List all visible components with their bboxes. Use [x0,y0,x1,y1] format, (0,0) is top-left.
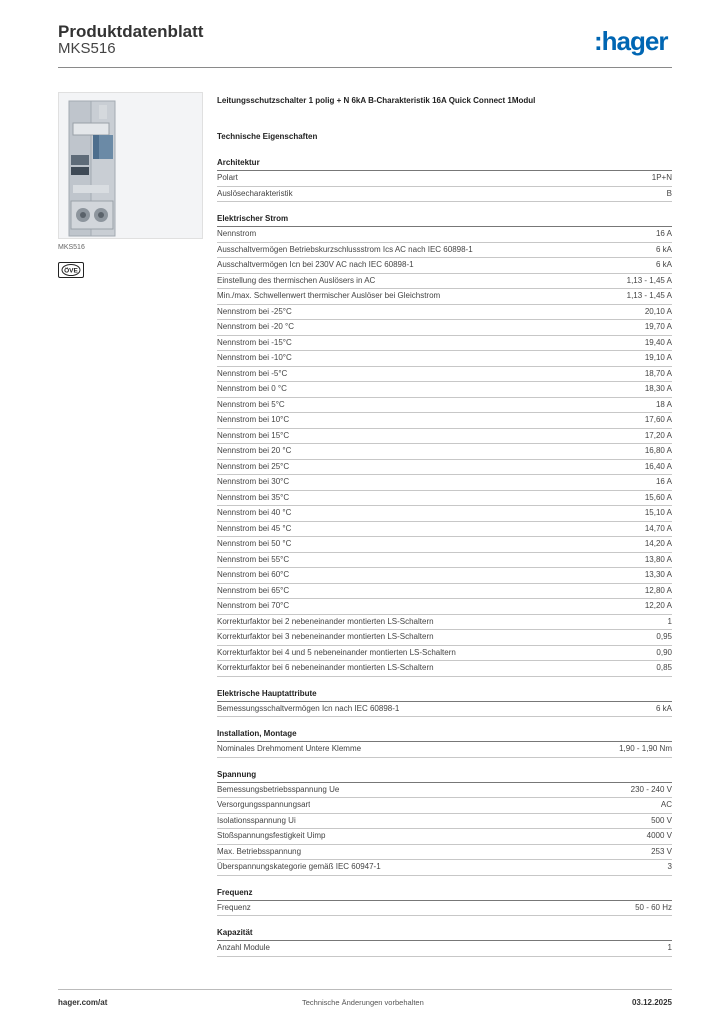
product-image [58,92,203,239]
spec-row [217,475,672,491]
spec-value: 20,10 A [644,306,672,316]
spec-row [217,336,672,352]
spec-row [217,320,672,336]
spec-row [217,783,672,799]
spec-value: 0,90 [656,647,672,657]
spec-row [217,568,672,584]
spec-row [217,429,672,445]
spec-row [217,305,672,321]
spec-row [217,860,672,876]
logo-text: :hager [594,26,668,56]
spec-value: 4000 V [646,831,672,840]
spec-label: Korrekturfaktor bei 6 nebeneinander montierten LS-Schaltern [217,663,434,672]
hager-logo[interactable] [592,24,676,60]
spec-value: 500 V [651,815,672,825]
section-title: Spannung [217,768,672,783]
spec-row [217,615,672,631]
spec-label: Nennstrom bei 40 °C [217,508,292,517]
spec-row [217,398,672,414]
spec-label: Nennstrom bei -15°C [217,337,292,347]
spec-label: Min./max. Schwellenwert thermischer Auslöser bei Gleichstrom [217,291,441,300]
spec-row [217,382,672,398]
spec-label: Einstellung des thermischen Auslösers in AC [217,275,376,285]
spec-section [217,212,672,677]
spec-sections [217,156,672,957]
spec-label: Nennstrom bei 15°C [217,430,290,440]
spec-value: B [666,188,672,198]
footer-note: Technische Änderungen vorbehalten [302,998,424,1007]
spec-row [217,522,672,538]
spec-value: 3 [667,862,672,871]
spec-row [217,289,672,305]
spec-label: Nennstrom bei 35°C [217,492,290,502]
spec-row [217,243,672,259]
spec-content [217,95,672,957]
spec-value: 1,13 - 1,45 A [626,275,672,285]
section-title: Elektrische Hauptattribute [217,687,672,702]
spec-label: Bemessungsbetriebsspannung Ue [217,784,340,794]
tech-properties-heading: Technische Eigenschaften [217,132,318,141]
spec-value: 6 kA [655,244,672,254]
spec-section [217,768,672,876]
spec-row [217,829,672,845]
spec-row [217,351,672,367]
footer-website-link[interactable]: hager.com/at [58,998,108,1007]
spec-value: 18,70 A [644,368,672,378]
spec-section [217,727,672,758]
spec-value: 50 - 60 Hz [635,902,672,912]
spec-value: 17,60 A [644,415,672,424]
spec-value: 14,70 A [644,523,672,533]
spec-row [217,661,672,677]
spec-label: Frequenz [217,902,251,912]
spec-row [217,798,672,814]
spec-label: Ausschaltvermögen Betriebskurzschlussstrom Ics AC nach IEC 60898-1 [217,244,473,254]
spec-value: 230 - 240 V [630,784,672,794]
spec-section [217,926,672,957]
spec-row [217,646,672,662]
footer-divider [58,989,672,990]
spec-row [217,845,672,861]
spec-value: 12,20 A [644,601,672,610]
spec-label: Nennstrom bei 30°C [217,477,290,486]
spec-label: Nominales Drehmoment Untere Klemme [217,744,362,753]
spec-value: 19,10 A [644,353,672,362]
spec-label: Nennstrom [217,229,257,238]
spec-label: Nennstrom bei 65°C [217,585,290,595]
spec-value: 1,90 - 1,90 Nm [619,744,672,753]
spec-label: Nennstrom bei -5°C [217,368,288,378]
spec-row [217,413,672,429]
spec-row [217,506,672,522]
spec-value: AC [660,800,672,809]
header-divider [58,67,672,68]
spec-value: 12,80 A [644,585,672,595]
spec-value: 19,40 A [644,337,672,347]
spec-label: Stoßspannungsfestigkeit Uimp [217,831,326,840]
spec-label: Nennstrom bei 50 °C [217,539,292,548]
spec-value: 18 A [655,399,672,409]
spec-row [217,814,672,830]
spec-row [217,742,672,758]
spec-section [217,687,672,718]
spec-label: Überspannungskategorie gemäß IEC 60947-1 [217,862,381,871]
spec-row [217,553,672,569]
spec-label: Isolationsspannung Ui [217,815,296,825]
product-name: Leitungsschutzschalter 1 polig + N 6kA B-Charakteristik 16A Quick Connect 1Modul [217,96,536,105]
spec-row [217,460,672,476]
spec-value: 13,80 A [644,554,672,564]
page-title: Produktdatenblatt [58,22,204,41]
spec-row [217,274,672,290]
spec-section [217,156,672,202]
spec-row [217,444,672,460]
section-title: Architektur [217,156,672,171]
spec-value: 17,20 A [644,430,672,440]
spec-value: 6 kA [655,260,672,269]
spec-label: Nennstrom bei 60°C [217,570,290,579]
spec-section [217,886,672,917]
spec-label: Nennstrom bei 0 °C [217,384,287,393]
spec-label: Nennstrom bei 20 °C [217,446,292,455]
spec-value: 1 [667,943,672,952]
spec-label: Korrekturfaktor bei 4 und 5 nebeneinander montierten LS-Schaltern [217,647,456,657]
spec-value: 16,80 A [644,446,672,455]
footer-date: 03.12.2025 [631,998,672,1007]
spec-label: Korrekturfaktor bei 3 nebeneinander montierten LS-Schaltern [217,632,434,641]
spec-row [217,258,672,274]
spec-row [217,901,672,917]
spec-row [217,599,672,615]
spec-label: Nennstrom bei 25°C [217,461,290,471]
spec-label: Polart [217,173,238,182]
product-code: MKS516 [58,40,116,57]
spec-value: 1 [667,616,672,626]
spec-label: Ausschaltvermögen Icn bei 230V AC nach IEC 60898-1 [217,260,414,269]
spec-label: Nennstrom bei 70°C [217,601,290,610]
cert-mark-text: ÖVE [64,267,78,275]
spec-label: Nennstrom bei -10°C [217,353,292,362]
spec-row [217,171,672,187]
spec-value: 18,30 A [644,384,672,393]
spec-label: Anzahl Module [217,943,270,952]
image-caption: MKS516 [58,244,85,251]
spec-label: Nennstrom bei 45 °C [217,523,292,533]
spec-row [217,367,672,383]
spec-value: 19,70 A [644,322,672,331]
spec-value: 0,95 [656,632,672,641]
spec-value: 16,40 A [644,461,672,471]
spec-label: Korrekturfaktor bei 2 nebeneinander montierten LS-Schaltern [217,616,434,626]
spec-row [217,491,672,507]
spec-label: Nennstrom bei 55°C [217,554,290,564]
spec-label: Auslösecharakteristik [217,188,293,198]
section-title: Frequenz [217,886,672,901]
certification-icon [58,262,84,278]
spec-row [217,537,672,553]
spec-label: Versorgungsspannungsart [217,800,311,809]
spec-value: 6 kA [655,703,672,713]
spec-label: Nennstrom bei 10°C [217,415,290,424]
spec-label: Nennstrom bei -20 °C [217,322,295,331]
spec-label: Bemessungsschaltvermögen Icn nach IEC 60898-1 [217,703,400,713]
spec-row [217,187,672,203]
spec-row [217,630,672,646]
spec-row [217,702,672,718]
spec-label: Nennstrom bei 5°C [217,399,285,409]
spec-value: 13,30 A [644,570,672,579]
spec-row [217,227,672,243]
section-title: Installation, Montage [217,727,672,742]
spec-value: 14,20 A [644,539,672,548]
spec-row [217,584,672,600]
spec-value: 16 A [655,229,672,238]
spec-value: 0,85 [656,663,672,672]
section-title: Elektrischer Strom [217,212,672,227]
spec-value: 1P+N [651,173,672,182]
spec-value: 16 A [655,477,672,486]
spec-value: 253 V [651,846,672,856]
spec-label: Nennstrom bei -25°C [217,306,292,316]
spec-value: 15,60 A [644,492,672,502]
section-title: Kapazität [217,926,672,941]
spec-value: 1,13 - 1,45 A [626,291,672,300]
spec-label: Max. Betriebsspannung [217,846,302,856]
spec-row [217,941,672,957]
spec-value: 15,10 A [644,508,672,517]
